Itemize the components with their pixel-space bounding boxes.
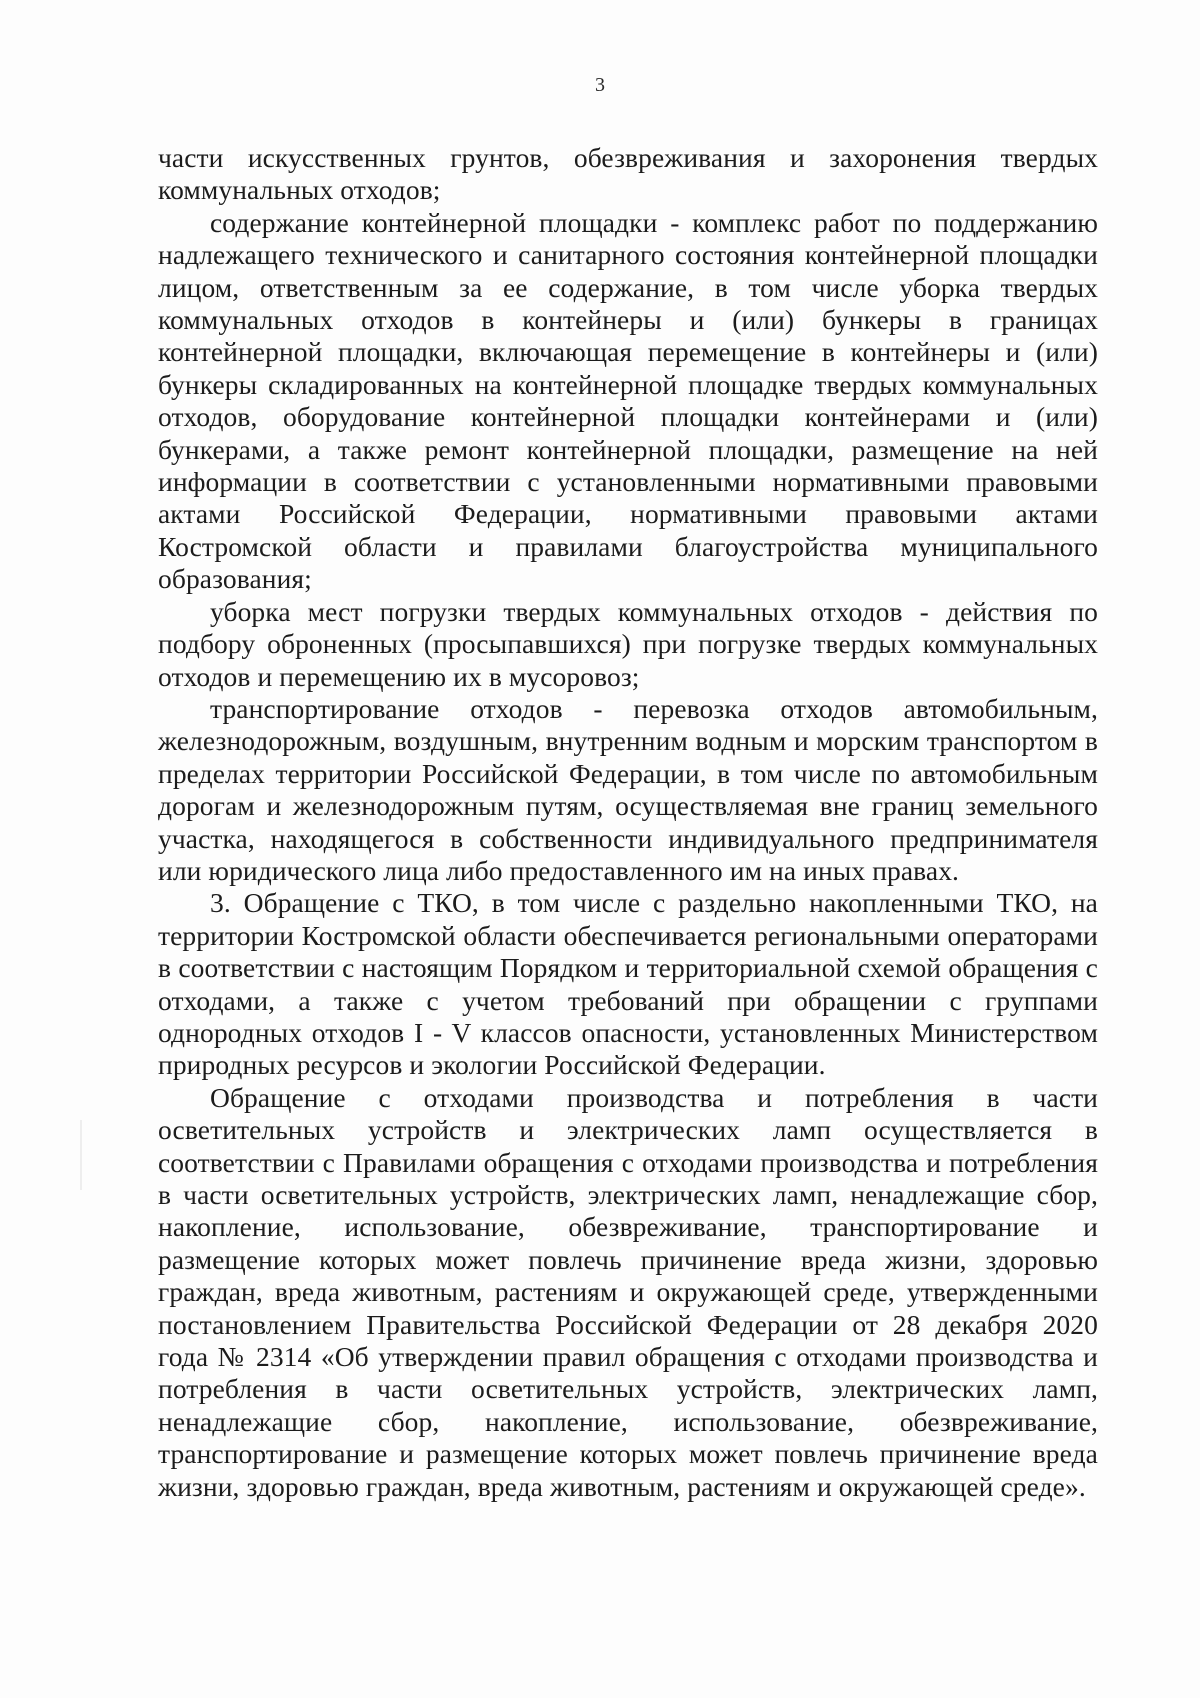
- paragraph-container-site-maintenance: содержание контейнерной площадки - комплекс работ по поддержанию надлежащего технического и санитарного состояния контейнерной площадки лицом, ответственным за ее содержание, в том числе уборка твердых коммунальных отходов в контейнеры и (или) бункеры в границах контейнерной площадки, включающая перемещение в контейнеры и (или) бункеры складированных на контейнерной площадке твердых коммунальных отходов, оборудование контейнерной площадки контейнерами и (или) бункерами, а также ремонт контейнерной площадки, размещение на ней информации в соответствии с установленными нормативными правовыми актами Российской Федерации, нормативными правовыми актами Костромской области и правилами благоустройства муниципального образования;: [158, 206, 1098, 595]
- paragraph-section-3: 3. Обращение с ТКО, в том числе с раздельно накопленными ТКО, на территории Костромской области обеспечивается региональными операторами в соответствии с настоящим Порядком и территориальной схемой обращения с отходами, а также с учетом требований при обращении с группами однородных отходов I - V классов опасности, установленных Министерством природных ресурсов и экологии Российской Федерации.: [158, 887, 1098, 1081]
- paragraph-loading-site-cleanup: уборка мест погрузки твердых коммунальных отходов - действия по подбору оброненных (просыпавшихся) при погрузке твердых коммунальных отходов и перемещению их в мусоровоз;: [158, 595, 1098, 692]
- paragraph-continuation: части искусственных грунтов, обезвреживания и захоронения твердых коммунальных отходов;: [158, 142, 1098, 206]
- page-number: 3: [595, 74, 605, 96]
- scan-artifact: [80, 1120, 82, 1190]
- document-body: [158, 142, 1098, 1503]
- paragraph-waste-transportation: транспортирование отходов - перевозка отходов автомобильным, железнодорожным, воздушным, внутренним водным и морским транспортом в пределах территории Российской Федерации, в том числе по автомобильным дорогам и железнодорожным путям, осуществляемая вне границ земельного участка, находящегося в собственности индивидуального предпринимателя или юридического лица либо предоставленного им на иных правах.: [158, 692, 1098, 886]
- paragraph-lamps-handling: Обращение с отходами производства и потребления в части осветительных устройств и электрических ламп осуществляется в соответствии с Правилами обращения с отходами производства и потребления в части осветительных устройств, электрических ламп, ненадлежащие сбор, накопление, использование, обезвреживание, транспортирование и размещение которых может повлечь причинение вреда жизни, здоровью граждан, вреда животным, растениям и окружающей среде, утвержденными постановлением Правительства Российской Федерации от 28 декабря 2020 года № 2314 «Об утверждении правил обращения с отходами производства и потребления в части осветительных устройств, электрических ламп, ненадлежащие сбор, накопление, использование, обезвреживание, транспортирование и размещение которых может повлечь причинение вреда жизни, здоровью граждан, вреда животным, растениям и окружающей среде».: [158, 1081, 1098, 1502]
